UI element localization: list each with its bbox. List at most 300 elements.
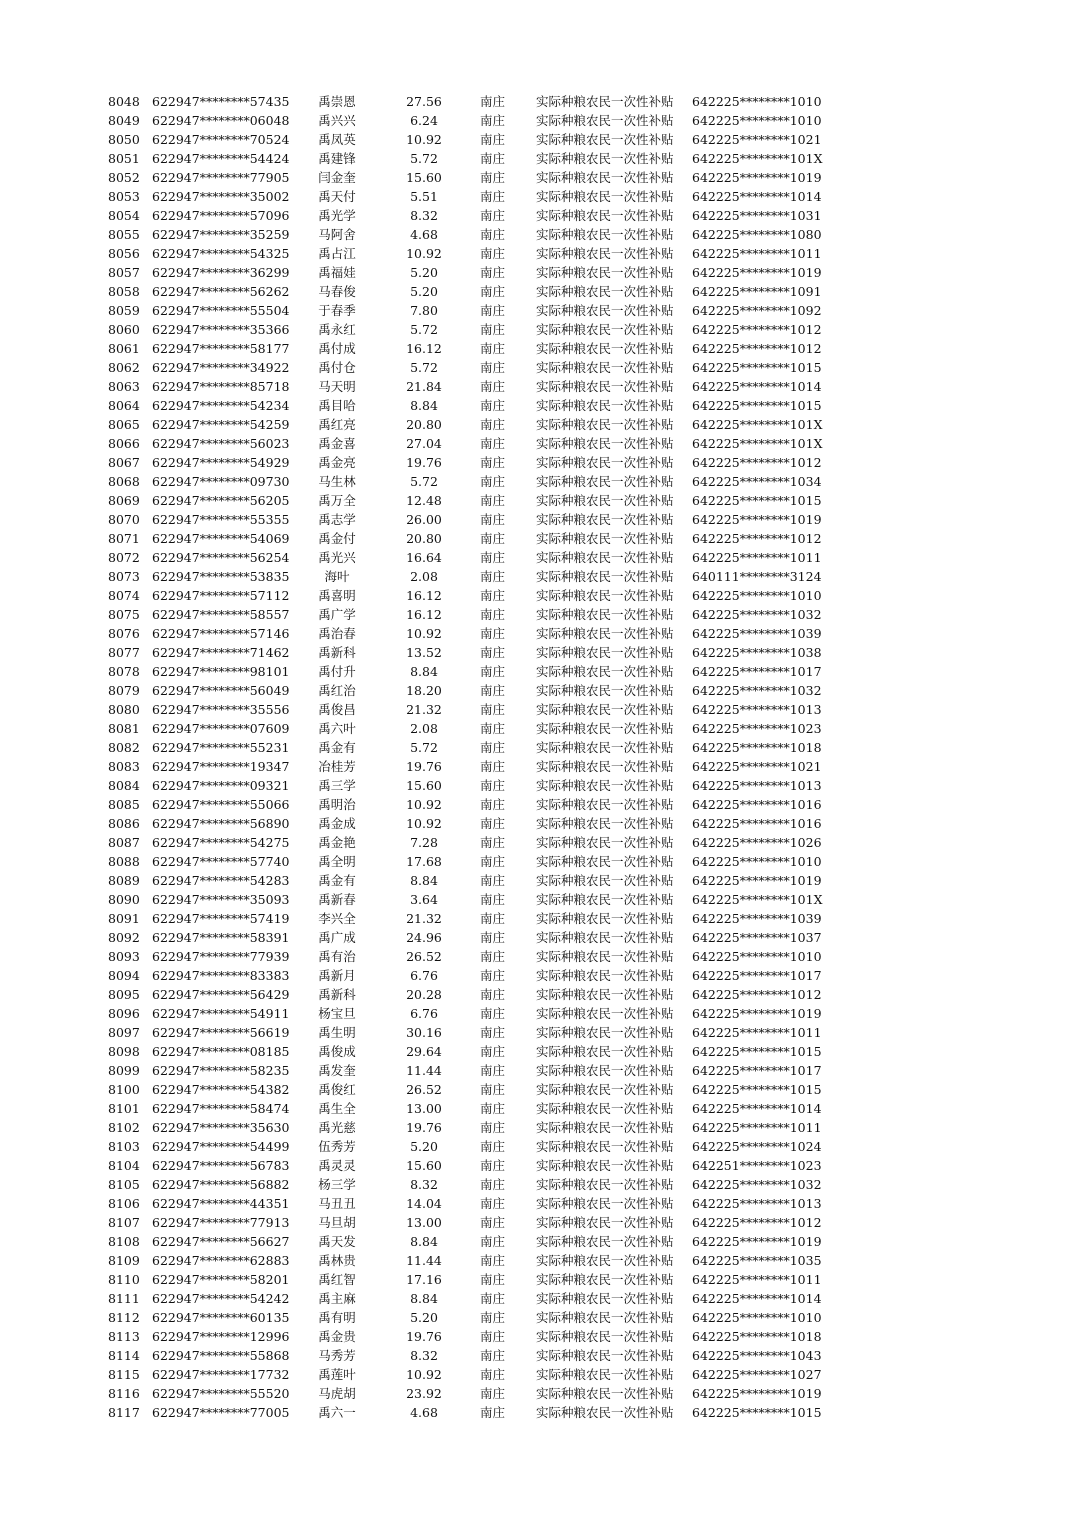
account-number-cell: 622947********55504	[152, 303, 290, 318]
amount-cell: 17.16	[406, 1272, 442, 1287]
village-cell: 南庄	[480, 189, 506, 204]
table-row	[0, 1251, 1074, 1270]
seq-number-cell: 8087	[108, 835, 140, 850]
id-number-cell: 642225********1015	[692, 398, 822, 413]
subsidy-type-cell: 实际种粮农民一次性补贴	[536, 398, 674, 413]
subsidy-type-cell: 实际种粮农民一次性补贴	[536, 740, 674, 755]
seq-number-cell: 8097	[108, 1025, 140, 1040]
id-number-cell: 640111********3124	[692, 569, 822, 584]
village-cell: 南庄	[480, 455, 506, 470]
amount-cell: 21.32	[406, 702, 442, 717]
account-number-cell: 622947********35366	[152, 322, 290, 337]
id-number-cell: 642225********101X	[692, 892, 823, 907]
seq-number-cell: 8076	[108, 626, 140, 641]
name-cell: 禹崇恩	[318, 94, 356, 109]
subsidy-type-cell: 实际种粮农民一次性补贴	[536, 1272, 674, 1287]
seq-number-cell: 8065	[108, 417, 140, 432]
account-number-cell: 622947********77905	[152, 170, 290, 185]
name-cell: 禹生全	[318, 1101, 356, 1116]
account-number-cell: 622947********56023	[152, 436, 290, 451]
subsidy-type-cell: 实际种粮农民一次性补贴	[536, 1215, 674, 1230]
name-cell: 马虎胡	[318, 1386, 356, 1401]
id-number-cell: 642225********1012	[692, 322, 822, 337]
village-cell: 南庄	[480, 246, 506, 261]
village-cell: 南庄	[480, 1329, 506, 1344]
amount-cell: 29.64	[406, 1044, 442, 1059]
amount-cell: 15.60	[406, 170, 442, 185]
name-cell: 禹占江	[318, 246, 356, 261]
village-cell: 南庄	[480, 911, 506, 926]
name-cell: 禹广成	[318, 930, 356, 945]
subsidy-type-cell: 实际种粮农民一次性补贴	[536, 797, 674, 812]
name-cell: 禹新科	[318, 987, 356, 1002]
subsidy-type-cell: 实际种粮农民一次性补贴	[536, 607, 674, 622]
village-cell: 南庄	[480, 873, 506, 888]
subsidy-type-cell: 实际种粮农民一次性补贴	[536, 911, 674, 926]
name-cell: 禹俊红	[318, 1082, 356, 1097]
seq-number-cell: 8091	[108, 911, 140, 926]
subsidy-type-cell: 实际种粮农民一次性补贴	[536, 455, 674, 470]
id-number-cell: 642225********1032	[692, 1177, 822, 1192]
table-row	[0, 1118, 1074, 1137]
village-cell: 南庄	[480, 1215, 506, 1230]
table-row	[0, 909, 1074, 928]
subsidy-type-cell: 实际种粮农民一次性补贴	[536, 341, 674, 356]
village-cell: 南庄	[480, 1310, 506, 1325]
name-cell: 马天明	[318, 379, 356, 394]
amount-cell: 20.80	[406, 417, 442, 432]
subsidy-type-cell: 实际种粮农民一次性补贴	[536, 1405, 674, 1420]
id-number-cell: 642225********1016	[692, 816, 822, 831]
table-row	[0, 928, 1074, 947]
village-cell: 南庄	[480, 208, 506, 223]
name-cell: 禹兴兴	[318, 113, 356, 128]
table-row	[0, 339, 1074, 358]
id-number-cell: 642225********1032	[692, 683, 822, 698]
table-row	[0, 985, 1074, 1004]
seq-number-cell: 8074	[108, 588, 140, 603]
seq-number-cell: 8071	[108, 531, 140, 546]
seq-number-cell: 8102	[108, 1120, 140, 1135]
name-cell: 禹凤英	[318, 132, 356, 147]
account-number-cell: 622947********17732	[152, 1367, 290, 1382]
table-row	[0, 700, 1074, 719]
amount-cell: 8.84	[410, 1234, 438, 1249]
account-number-cell: 622947********55520	[152, 1386, 290, 1401]
id-number-cell: 642225********1010	[692, 949, 822, 964]
table-row	[0, 662, 1074, 681]
amount-cell: 21.84	[406, 379, 442, 394]
village-cell: 南庄	[480, 778, 506, 793]
subsidy-type-cell: 实际种粮农民一次性补贴	[536, 474, 674, 489]
table-row	[0, 1213, 1074, 1232]
village-cell: 南庄	[480, 474, 506, 489]
village-cell: 南庄	[480, 1253, 506, 1268]
id-number-cell: 642225********1014	[692, 1291, 822, 1306]
subsidy-type-cell: 实际种粮农民一次性补贴	[536, 1196, 674, 1211]
table-row	[0, 1403, 1074, 1422]
table-row	[0, 1156, 1074, 1175]
subsidy-type-cell: 实际种粮农民一次性补贴	[536, 987, 674, 1002]
amount-cell: 16.12	[406, 588, 442, 603]
id-number-cell: 642225********1015	[692, 493, 822, 508]
table-row	[0, 567, 1074, 586]
table-row	[0, 1308, 1074, 1327]
id-number-cell: 642225********1010	[692, 113, 822, 128]
seq-number-cell: 8048	[108, 94, 140, 109]
subsidy-type-cell: 实际种粮农民一次性补贴	[536, 949, 674, 964]
subsidy-type-cell: 实际种粮农民一次性补贴	[536, 531, 674, 546]
village-cell: 南庄	[480, 227, 506, 242]
village-cell: 南庄	[480, 151, 506, 166]
account-number-cell: 622947********36299	[152, 265, 290, 280]
id-number-cell: 642225********1019	[692, 873, 822, 888]
subsidy-type-cell: 实际种粮农民一次性补贴	[536, 113, 674, 128]
account-number-cell: 622947********53835	[152, 569, 290, 584]
name-cell: 禹六一	[318, 1405, 356, 1420]
seq-number-cell: 8108	[108, 1234, 140, 1249]
id-number-cell: 642225********1026	[692, 835, 822, 850]
seq-number-cell: 8104	[108, 1158, 140, 1173]
village-cell: 南庄	[480, 550, 506, 565]
name-cell: 禹金有	[318, 873, 356, 888]
name-cell: 禹三学	[318, 778, 356, 793]
seq-number-cell: 8106	[108, 1196, 140, 1211]
name-cell: 禹新春	[318, 892, 356, 907]
id-number-cell: 642225********1080	[692, 227, 822, 242]
amount-cell: 5.72	[410, 322, 438, 337]
village-cell: 南庄	[480, 607, 506, 622]
subsidy-type-cell: 实际种粮农民一次性补贴	[536, 379, 674, 394]
subsidy-type-cell: 实际种粮农民一次性补贴	[536, 1120, 674, 1135]
village-cell: 南庄	[480, 1272, 506, 1287]
id-number-cell: 642225********1014	[692, 379, 822, 394]
subsidy-type-cell: 实际种粮农民一次性补贴	[536, 702, 674, 717]
name-cell: 禹付仓	[318, 360, 356, 375]
id-number-cell: 642225********1019	[692, 170, 822, 185]
name-cell: 禹全明	[318, 854, 356, 869]
name-cell: 禹金贵	[318, 1329, 356, 1344]
subsidy-type-cell: 实际种粮农民一次性补贴	[536, 132, 674, 147]
name-cell: 冶桂芳	[318, 759, 356, 774]
table-row	[0, 852, 1074, 871]
name-cell: 禹目哈	[318, 398, 356, 413]
id-number-cell: 642225********1010	[692, 854, 822, 869]
subsidy-type-cell: 实际种粮农民一次性补贴	[536, 854, 674, 869]
village-cell: 南庄	[480, 284, 506, 299]
seq-number-cell: 8057	[108, 265, 140, 280]
village-cell: 南庄	[480, 968, 506, 983]
account-number-cell: 622947********56627	[152, 1234, 290, 1249]
seq-number-cell: 8098	[108, 1044, 140, 1059]
seq-number-cell: 8100	[108, 1082, 140, 1097]
amount-cell: 30.16	[406, 1025, 442, 1040]
amount-cell: 12.48	[406, 493, 442, 508]
id-number-cell: 642225********1012	[692, 455, 822, 470]
subsidy-type-cell: 实际种粮农民一次性补贴	[536, 493, 674, 508]
id-number-cell: 642225********1017	[692, 968, 822, 983]
amount-cell: 10.92	[406, 132, 442, 147]
table-row	[0, 130, 1074, 149]
village-cell: 南庄	[480, 303, 506, 318]
subsidy-type-cell: 实际种粮农民一次性补贴	[536, 436, 674, 451]
table-row	[0, 1004, 1074, 1023]
account-number-cell: 622947********35259	[152, 227, 290, 242]
account-number-cell: 622947********58391	[152, 930, 290, 945]
name-cell: 禹红治	[318, 683, 356, 698]
seq-number-cell: 8054	[108, 208, 140, 223]
village-cell: 南庄	[480, 132, 506, 147]
amount-cell: 4.68	[410, 1405, 438, 1420]
id-number-cell: 642225********1014	[692, 1101, 822, 1116]
village-cell: 南庄	[480, 379, 506, 394]
subsidy-type-cell: 实际种粮农民一次性补贴	[536, 265, 674, 280]
name-cell: 禹光学	[318, 208, 356, 223]
account-number-cell: 622947********54325	[152, 246, 290, 261]
village-cell: 南庄	[480, 341, 506, 356]
name-cell: 禹俊成	[318, 1044, 356, 1059]
id-number-cell: 642225********1017	[692, 664, 822, 679]
id-number-cell: 642225********1015	[692, 360, 822, 375]
village-cell: 南庄	[480, 1082, 506, 1097]
name-cell: 马阿舍	[318, 227, 356, 242]
subsidy-type-cell: 实际种粮农民一次性补贴	[536, 512, 674, 527]
name-cell: 禹金成	[318, 816, 356, 831]
seq-number-cell: 8068	[108, 474, 140, 489]
account-number-cell: 622947********54242	[152, 1291, 290, 1306]
id-number-cell: 642225********1021	[692, 759, 822, 774]
account-number-cell: 622947********54275	[152, 835, 290, 850]
account-number-cell: 622947********57435	[152, 94, 290, 109]
village-cell: 南庄	[480, 759, 506, 774]
seq-number-cell: 8050	[108, 132, 140, 147]
table-row	[0, 776, 1074, 795]
seq-number-cell: 8056	[108, 246, 140, 261]
amount-cell: 13.00	[406, 1101, 442, 1116]
id-number-cell: 642225********1014	[692, 189, 822, 204]
name-cell: 禹林贵	[318, 1253, 356, 1268]
table-row	[0, 491, 1074, 510]
table-row	[0, 1289, 1074, 1308]
subsidy-type-cell: 实际种粮农民一次性补贴	[536, 1006, 674, 1021]
amount-cell: 5.72	[410, 474, 438, 489]
account-number-cell: 622947********58201	[152, 1272, 290, 1287]
subsidy-type-cell: 实际种粮农民一次性补贴	[536, 284, 674, 299]
seq-number-cell: 8093	[108, 949, 140, 964]
account-number-cell: 622947********54424	[152, 151, 290, 166]
table-row	[0, 92, 1074, 111]
table-row	[0, 510, 1074, 529]
village-cell: 南庄	[480, 1367, 506, 1382]
amount-cell: 6.24	[410, 113, 438, 128]
table-row	[0, 1270, 1074, 1289]
name-cell: 禹金喜	[318, 436, 356, 451]
name-cell: 李兴全	[318, 911, 356, 926]
seq-number-cell: 8049	[108, 113, 140, 128]
village-cell: 南庄	[480, 740, 506, 755]
table-row	[0, 529, 1074, 548]
subsidy-type-cell: 实际种粮农民一次性补贴	[536, 683, 674, 698]
seq-number-cell: 8079	[108, 683, 140, 698]
name-cell: 禹永红	[318, 322, 356, 337]
table-row	[0, 795, 1074, 814]
account-number-cell: 622947********56882	[152, 1177, 290, 1192]
table-row	[0, 263, 1074, 282]
seq-number-cell: 8060	[108, 322, 140, 337]
seq-number-cell: 8114	[108, 1348, 140, 1363]
seq-number-cell: 8113	[108, 1329, 140, 1344]
account-number-cell: 622947********09321	[152, 778, 290, 793]
seq-number-cell: 8116	[108, 1386, 140, 1401]
id-number-cell: 642225********1010	[692, 1310, 822, 1325]
village-cell: 南庄	[480, 1158, 506, 1173]
seq-number-cell: 8105	[108, 1177, 140, 1192]
village-cell: 南庄	[480, 1101, 506, 1116]
table-row	[0, 1080, 1074, 1099]
amount-cell: 15.60	[406, 1158, 442, 1173]
id-number-cell: 642225********1015	[692, 1044, 822, 1059]
table-row	[0, 871, 1074, 890]
seq-number-cell: 8052	[108, 170, 140, 185]
table-row	[0, 586, 1074, 605]
amount-cell: 3.64	[410, 892, 438, 907]
seq-number-cell: 8088	[108, 854, 140, 869]
village-cell: 南庄	[480, 569, 506, 584]
village-cell: 南庄	[480, 835, 506, 850]
account-number-cell: 622947********35093	[152, 892, 290, 907]
subsidy-type-cell: 实际种粮农民一次性补贴	[536, 645, 674, 660]
subsidy-type-cell: 实际种粮农民一次性补贴	[536, 1101, 674, 1116]
village-cell: 南庄	[480, 702, 506, 717]
name-cell: 马丑丑	[318, 1196, 356, 1211]
subsidy-type-cell: 实际种粮农民一次性补贴	[536, 1139, 674, 1154]
account-number-cell: 622947********09730	[152, 474, 290, 489]
name-cell: 禹新月	[318, 968, 356, 983]
account-number-cell: 622947********56254	[152, 550, 290, 565]
id-number-cell: 642251********1023	[692, 1158, 822, 1173]
id-number-cell: 642225********1031	[692, 208, 822, 223]
table-row	[0, 111, 1074, 130]
account-number-cell: 622947********83383	[152, 968, 290, 983]
seq-number-cell: 8067	[108, 455, 140, 470]
table-row	[0, 187, 1074, 206]
village-cell: 南庄	[480, 531, 506, 546]
name-cell: 禹付成	[318, 341, 356, 356]
seq-number-cell: 8081	[108, 721, 140, 736]
subsidy-type-cell: 实际种粮农民一次性补贴	[536, 322, 674, 337]
name-cell: 禹建锋	[318, 151, 356, 166]
village-cell: 南庄	[480, 645, 506, 660]
table-row	[0, 1137, 1074, 1156]
seq-number-cell: 8077	[108, 645, 140, 660]
id-number-cell: 642225********1010	[692, 588, 822, 603]
account-number-cell: 622947********77913	[152, 1215, 290, 1230]
subsidy-type-cell: 实际种粮农民一次性补贴	[536, 360, 674, 375]
village-cell: 南庄	[480, 1120, 506, 1135]
subsidy-type-cell: 实际种粮农民一次性补贴	[536, 1310, 674, 1325]
village-cell: 南庄	[480, 930, 506, 945]
amount-cell: 10.92	[406, 626, 442, 641]
amount-cell: 10.92	[406, 246, 442, 261]
village-cell: 南庄	[480, 1234, 506, 1249]
id-number-cell: 642225********1027	[692, 1367, 822, 1382]
name-cell: 禹天发	[318, 1234, 356, 1249]
amount-cell: 16.64	[406, 550, 442, 565]
amount-cell: 10.92	[406, 816, 442, 831]
table-row	[0, 833, 1074, 852]
amount-cell: 8.32	[410, 1348, 438, 1363]
name-cell: 马旦胡	[318, 1215, 356, 1230]
table-row	[0, 301, 1074, 320]
id-number-cell: 642225********1019	[692, 1386, 822, 1401]
seq-number-cell: 8103	[108, 1139, 140, 1154]
amount-cell: 5.20	[410, 1310, 438, 1325]
table-row	[0, 320, 1074, 339]
table-row	[0, 1327, 1074, 1346]
amount-cell: 19.76	[406, 759, 442, 774]
amount-cell: 19.76	[406, 1120, 442, 1135]
table-row	[0, 472, 1074, 491]
subsidy-type-cell: 实际种粮农民一次性补贴	[536, 588, 674, 603]
id-number-cell: 642225********1032	[692, 607, 822, 622]
name-cell: 禹志学	[318, 512, 356, 527]
table-row	[0, 1061, 1074, 1080]
name-cell: 伍秀芳	[318, 1139, 356, 1154]
subsidy-type-cell: 实际种粮农民一次性补贴	[536, 1158, 674, 1173]
name-cell: 禹莲叶	[318, 1367, 356, 1382]
table-row	[0, 282, 1074, 301]
amount-cell: 7.28	[410, 835, 438, 850]
village-cell: 南庄	[480, 113, 506, 128]
seq-number-cell: 8066	[108, 436, 140, 451]
seq-number-cell: 8069	[108, 493, 140, 508]
seq-number-cell: 8110	[108, 1272, 140, 1287]
account-number-cell: 622947********55066	[152, 797, 290, 812]
id-number-cell: 642225********1011	[692, 246, 822, 261]
amount-cell: 7.80	[410, 303, 438, 318]
village-cell: 南庄	[480, 360, 506, 375]
account-number-cell: 622947********71462	[152, 645, 290, 660]
seq-number-cell: 8059	[108, 303, 140, 318]
id-number-cell: 642225********1012	[692, 1215, 822, 1230]
subsidy-type-cell: 实际种粮农民一次性补贴	[536, 1386, 674, 1401]
amount-cell: 5.20	[410, 265, 438, 280]
account-number-cell: 622947********57740	[152, 854, 290, 869]
seq-number-cell: 8072	[108, 550, 140, 565]
subsidy-type-cell: 实际种粮农民一次性补贴	[536, 1253, 674, 1268]
id-number-cell: 642225********1039	[692, 911, 822, 926]
amount-cell: 16.12	[406, 607, 442, 622]
village-cell: 南庄	[480, 721, 506, 736]
account-number-cell: 622947********57096	[152, 208, 290, 223]
village-cell: 南庄	[480, 436, 506, 451]
seq-number-cell: 8089	[108, 873, 140, 888]
table-row	[0, 890, 1074, 909]
village-cell: 南庄	[480, 1025, 506, 1040]
village-cell: 南庄	[480, 683, 506, 698]
account-number-cell: 622947********12996	[152, 1329, 290, 1344]
table-row	[0, 1384, 1074, 1403]
account-number-cell: 622947********07609	[152, 721, 290, 736]
subsidy-type-cell: 实际种粮农民一次性补贴	[536, 1177, 674, 1192]
table-row	[0, 1346, 1074, 1365]
table-row	[0, 244, 1074, 263]
account-number-cell: 622947********56619	[152, 1025, 290, 1040]
account-number-cell: 622947********77005	[152, 1405, 290, 1420]
subsidy-type-cell: 实际种粮农民一次性补贴	[536, 1234, 674, 1249]
name-cell: 禹灵灵	[318, 1158, 356, 1173]
subsidy-type-cell: 实际种粮农民一次性补贴	[536, 151, 674, 166]
